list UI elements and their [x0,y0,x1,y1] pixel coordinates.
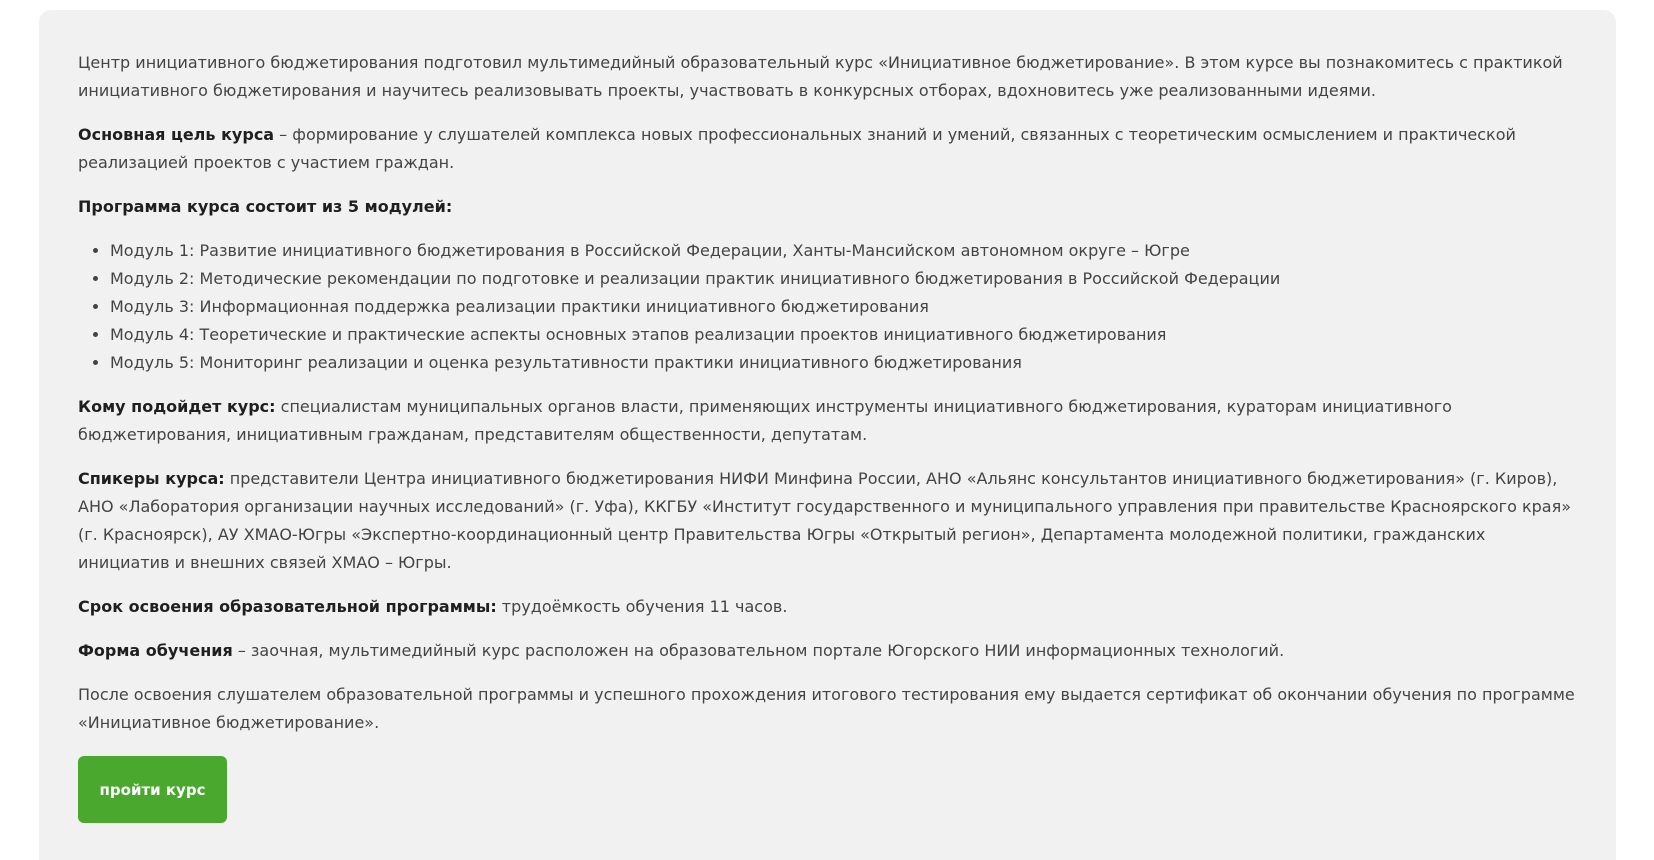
module-item: • Модуль 2: Методические рекомендации по подготовке и реализации практик инициативного бюджетирования в Российской Федерации [110,265,1577,293]
duration-text: трудоёмкость обучения 11 часов. [496,597,788,616]
module-item: • Модуль 1: Развитие инициативного бюджетирования в Российской Федерации, Ханты-Мансийском автономном округе – Югре [110,237,1577,265]
goal-text: – формирование у слушателей комплекса новых профессиональных знаний и умений, связанных с теоретическим осмыслением и практической реализацией проектов с участием граждан. [78,125,1516,172]
audience-paragraph [78,393,1577,449]
speakers-text: представители Центра инициативного бюджетирования НИФИ Минфина России, АНО «Альянс консультантов инициативного бюджетирования» (г. Киров), АНО «Лаборатория организации научных исследований» (г. Уфа), ККГБУ «Институт государственного и муниципального управления при правительстве Красноярского края» (г. Красноярск), АУ ХМАО-Югры «Экспертно-координационный центр Правительства Югры «Открытый регион», Департамента молодежной политики, гражданских инициатив и внешних связей ХМАО – Югры. [78,469,1571,572]
module-item: • Модуль 3: Информационная поддержка реализации практики инициативного бюджетирования [110,293,1577,321]
duration-label: Срок освоения образовательной программы: [78,597,497,616]
intro-paragraph: Центр инициативного бюджетирования подготовил мультимедийный образовательный курс «Инициативное бюджетирование». В этом курсе вы познакомитесь с практикой инициативного бюджетирования и научитесь реализовывать проекты, участвовать в конкурсных отборах, вдохновитесь уже реализованными идеями. [78,53,1563,100]
audience-label: Кому подойдет курс: [78,397,276,416]
goal-label: Основная цель курса [78,125,275,144]
speakers-paragraph [78,465,1577,577]
goal-paragraph [78,121,1577,177]
module-item: • Модуль 4: Теоретические и практические аспекты основных этапов реализации проектов инициативного бюджетирования [110,321,1577,349]
form-text: – заочная, мультимедийный курс расположен на образовательном портале Югорского НИИ информационных технологий. [232,641,1285,660]
speakers-label: Спикеры курса: [78,469,225,488]
course-info-card [39,10,1616,860]
audience-text: специалистам муниципальных органов власти, применяющих инструменты инициативного бюджетирования, кураторам инициативного бюджетирования, инициативным гражданам, представителям общественности, депутатам. [78,397,1452,444]
program-heading: Программа курса состоит из 5 модулей: [78,197,453,216]
form-paragraph [78,637,1577,665]
module-item: • Модуль 5: Мониторинг реализации и оценка результативности практики инициативного бюджетирования [110,349,1577,377]
form-label: Форма обучения [78,641,233,660]
take-course-button[interactable]: пройти курс [78,756,227,823]
certificate-paragraph: После освоения слушателем образовательной программы и успешного прохождения итогового тестирования ему выдается сертификат об окончании обучения по программе «Инициативное бюджетирование». [78,685,1575,732]
module-list [78,237,1577,377]
duration-paragraph [78,593,1577,621]
